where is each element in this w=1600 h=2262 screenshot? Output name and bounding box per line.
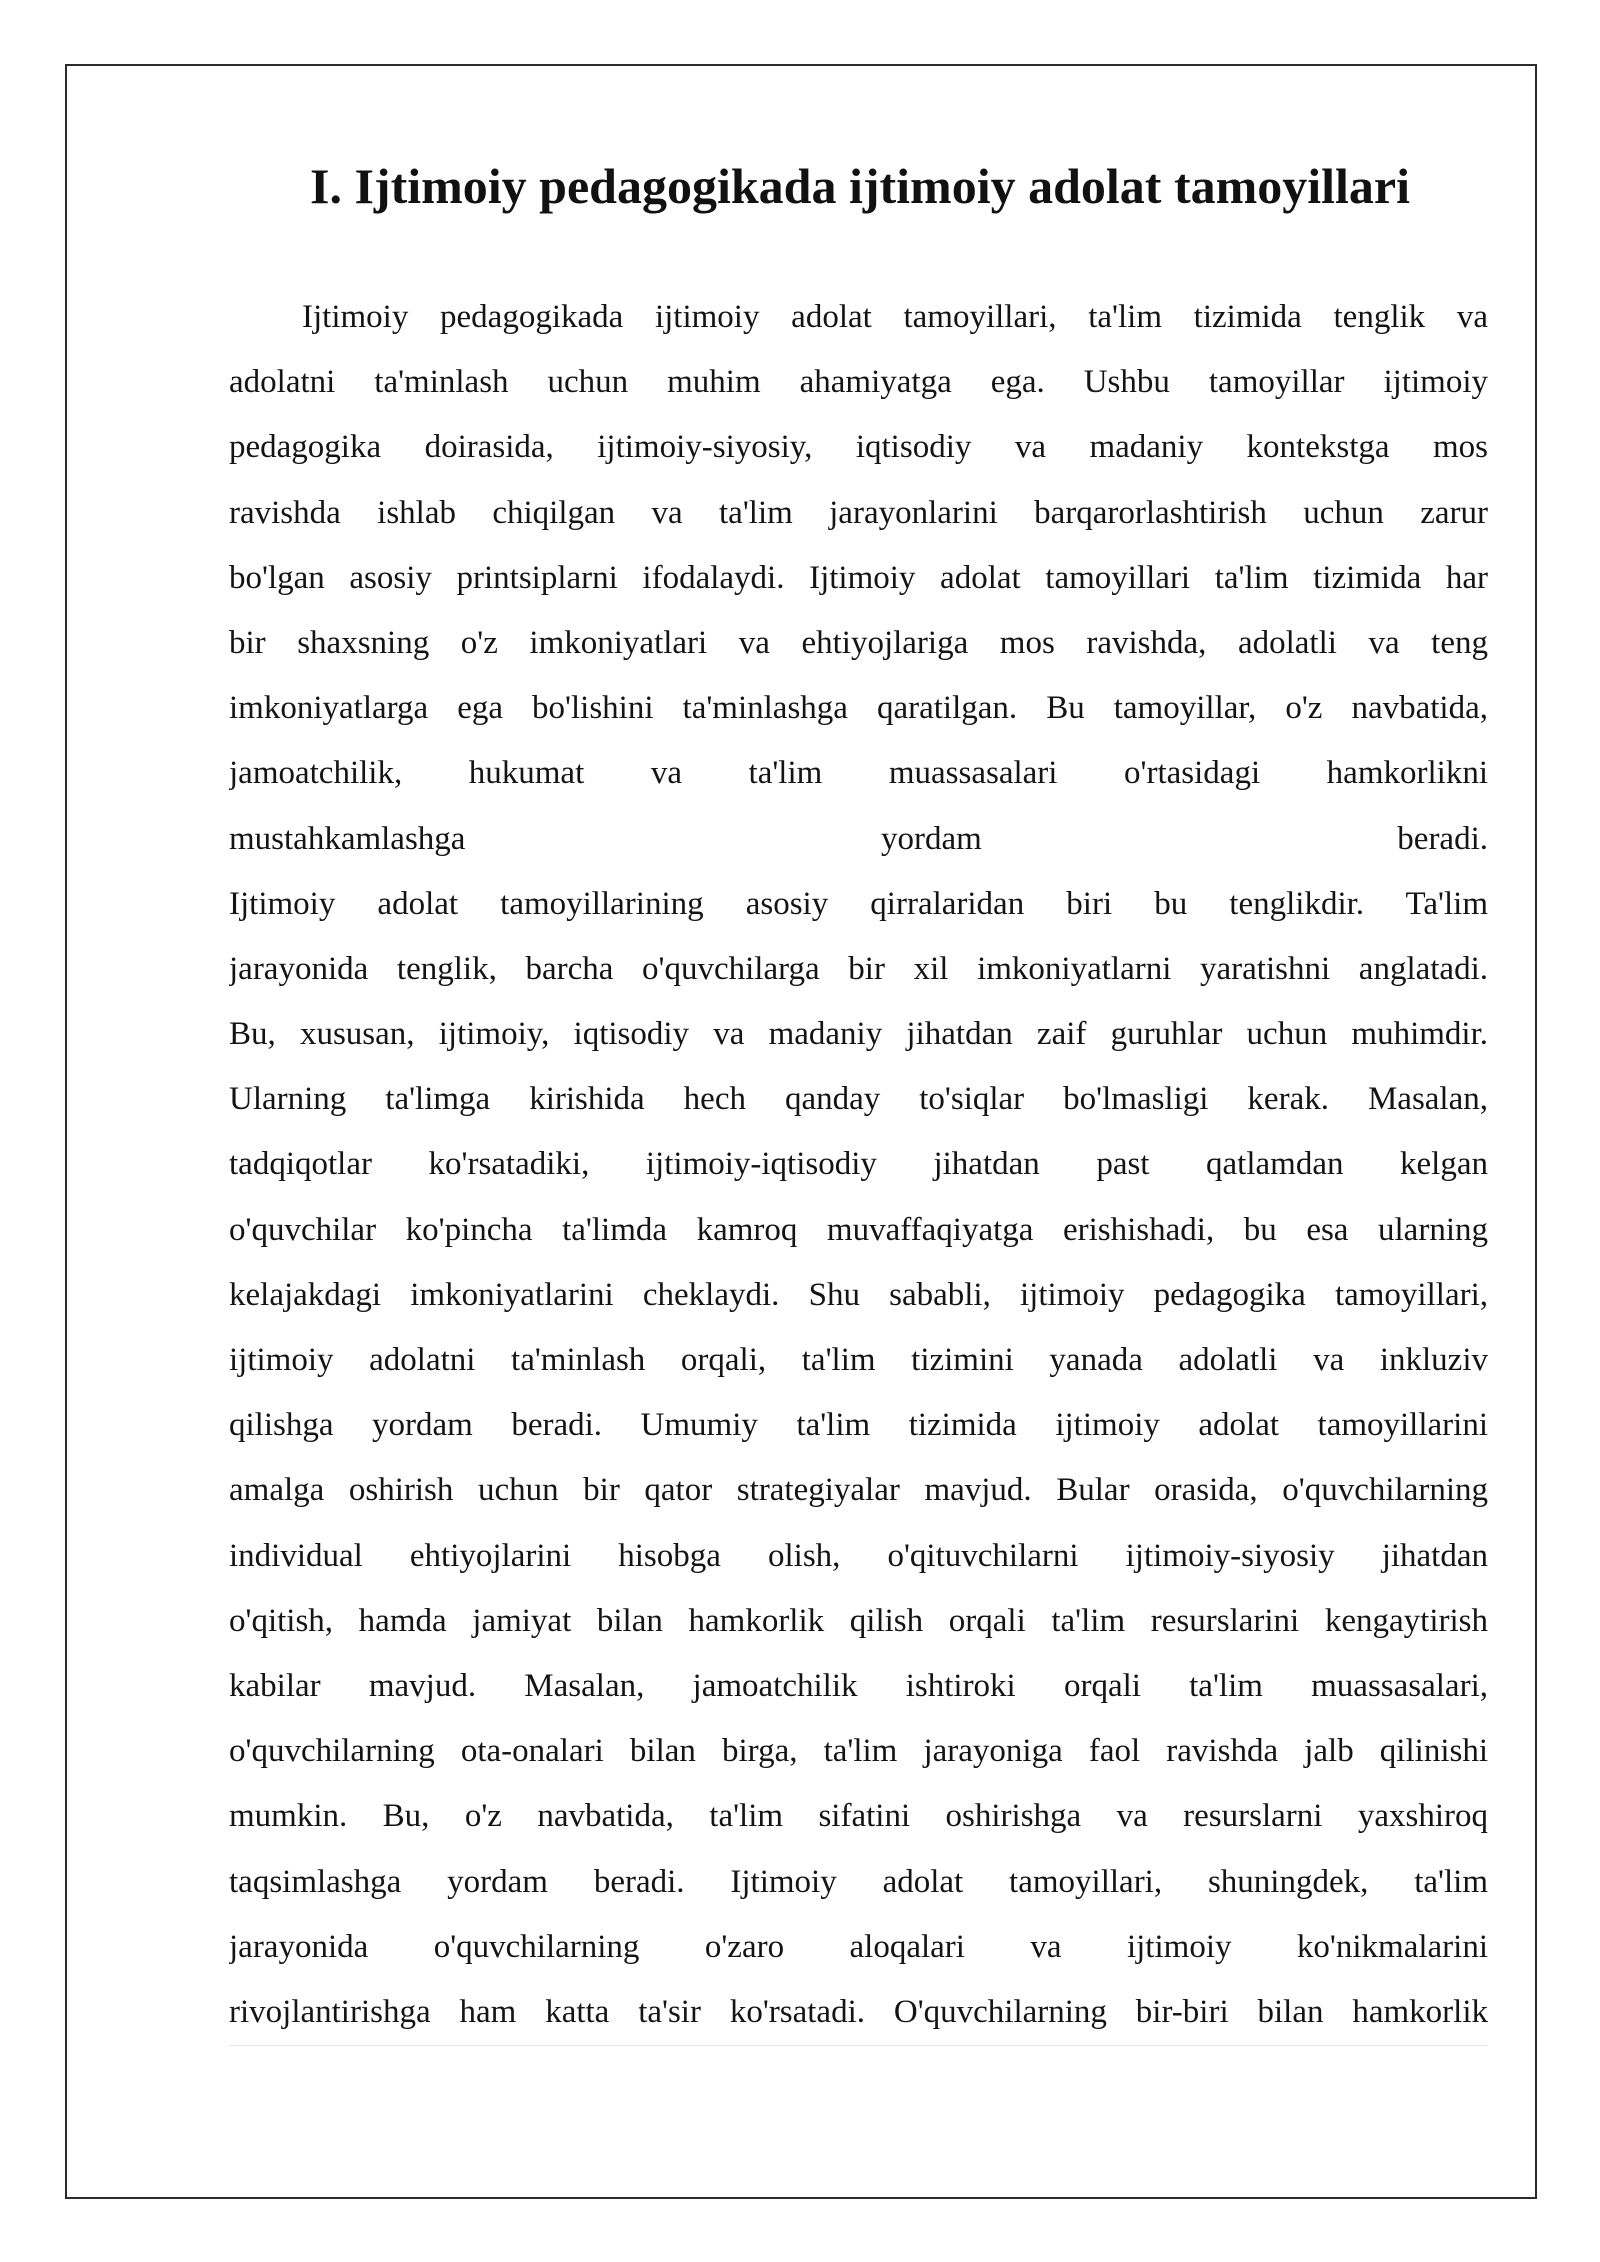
text-line: tadqiqotlar ko'rsatadiki, ijtimoiy-iqtisodiy jihatdan past qatlamdan kelgan [229,1146,1488,1183]
text-line: jarayonida o'quvchilarning o'zaro aloqalari va ijtimoiy ko'nikmalarini [229,1928,1488,1965]
text-line: ravishda ishlab chiqilgan va ta'lim jarayonlarini barqarorlashtirish uchun zarur [229,494,1488,531]
text-line: mumkin. Bu, o'z navbatida, ta'lim sifatini oshirishga va resurslarni yaxshiroq [229,1798,1488,1835]
text-line: imkoniyatlarga ega bo'lishini ta'minlashga qaratilgan. Bu tamoyillar, o'z navbatida, [229,690,1488,727]
text-line: amalga oshirish uchun bir qator strategiyalar mavjud. Bular orasida, o'quvchilarning [229,1472,1488,1509]
text-line: kelajakdagi imkoniyatlarini cheklaydi. Shu sababli, ijtimoiy pedagogika tamoyillari, [229,1276,1488,1313]
text-line: kabilar mavjud. Masalan, jamoatchilik ishtiroki orqali ta'lim muassasalari, [229,1667,1488,1704]
text-line: bo'lgan asosiy printsiplarni ifodalaydi. Ijtimoiy adolat tamoyillari ta'lim tizimida har [229,559,1488,596]
text-line: bir shaxsning o'z imkoniyatlari va ehtiyojlariga mos ravishda, adolatli va teng [229,624,1488,661]
text-line: Ijtimoiy adolat tamoyillarining asosiy qirralaridan biri bu tenglikdir. Ta'lim [229,885,1488,922]
body-paragraph [229,285,1488,2046]
document-heading: I. Ijtimoiy pedagogikada ijtimoiy adolat tamoyillari [310,158,1410,214]
text-line: Bu, xususan, ijtimoiy, iqtisodiy va madaniy jihatdan zaif guruhlar uchun muhimdir. [229,1016,1488,1053]
text-line: Ijtimoiy pedagogikada ijtimoiy adolat tamoyillari, ta'lim tizimida tenglik va [302,299,1488,335]
text-line: jarayonida tenglik, barcha o'quvchilarga bir xil imkoniyatlarni yaratishni anglatadi. [229,950,1488,987]
text-line: qilishga yordam beradi. Umumiy ta'lim tizimida ijtimoiy adolat tamoyillarini [229,1407,1488,1444]
text-line: o'quvchilar ko'pincha ta'limda kamroq muvaffaqiyatga erishishadi, bu esa ularning [229,1211,1488,1248]
text-line: taqsimlashga yordam beradi. Ijtimoiy adolat tamoyillari, shuningdek, ta'lim [229,1863,1488,1900]
text-line: individual ehtiyojlarini hisobga olish, o'qituvchilarni ijtimoiy-siyosiy jihatdan [229,1537,1488,1574]
text-line: jamoatchilik, hukumat va ta'lim muassasalari o'rtasidagi hamkorlikni [229,755,1488,792]
text-line: o'qitish, hamda jamiyat bilan hamkorlik qilish orqali ta'lim resurslarini kengaytirish [229,1602,1488,1639]
text-line: o'quvchilarning ota-onalari bilan birga, ta'lim jarayoniga faol ravishda jalb qilinishi [229,1733,1488,1770]
text-line: mustahkamlashga yordam beradi. [229,820,1488,857]
text-line: pedagogika doirasida, ijtimoiy-siyosiy, iqtisodiy va madaniy kontekstga mos [229,429,1488,466]
text-line: rivojlantirishga ham katta ta'sir ko'rsatadi. O'quvchilarning bir-biri bilan hamkorlik [229,1980,1488,2046]
text-line: Ularning ta'limga kirishida hech qanday to'siqlar bo'lmasligi kerak. Masalan, [229,1081,1488,1118]
text-line: ijtimoiy adolatni ta'minlash orqali, ta'lim tizimini yanada adolatli va inkluziv [229,1342,1488,1378]
text-line: adolatni ta'minlash uchun muhim ahamiyatga ega. Ushbu tamoyillar ijtimoiy [229,364,1488,401]
